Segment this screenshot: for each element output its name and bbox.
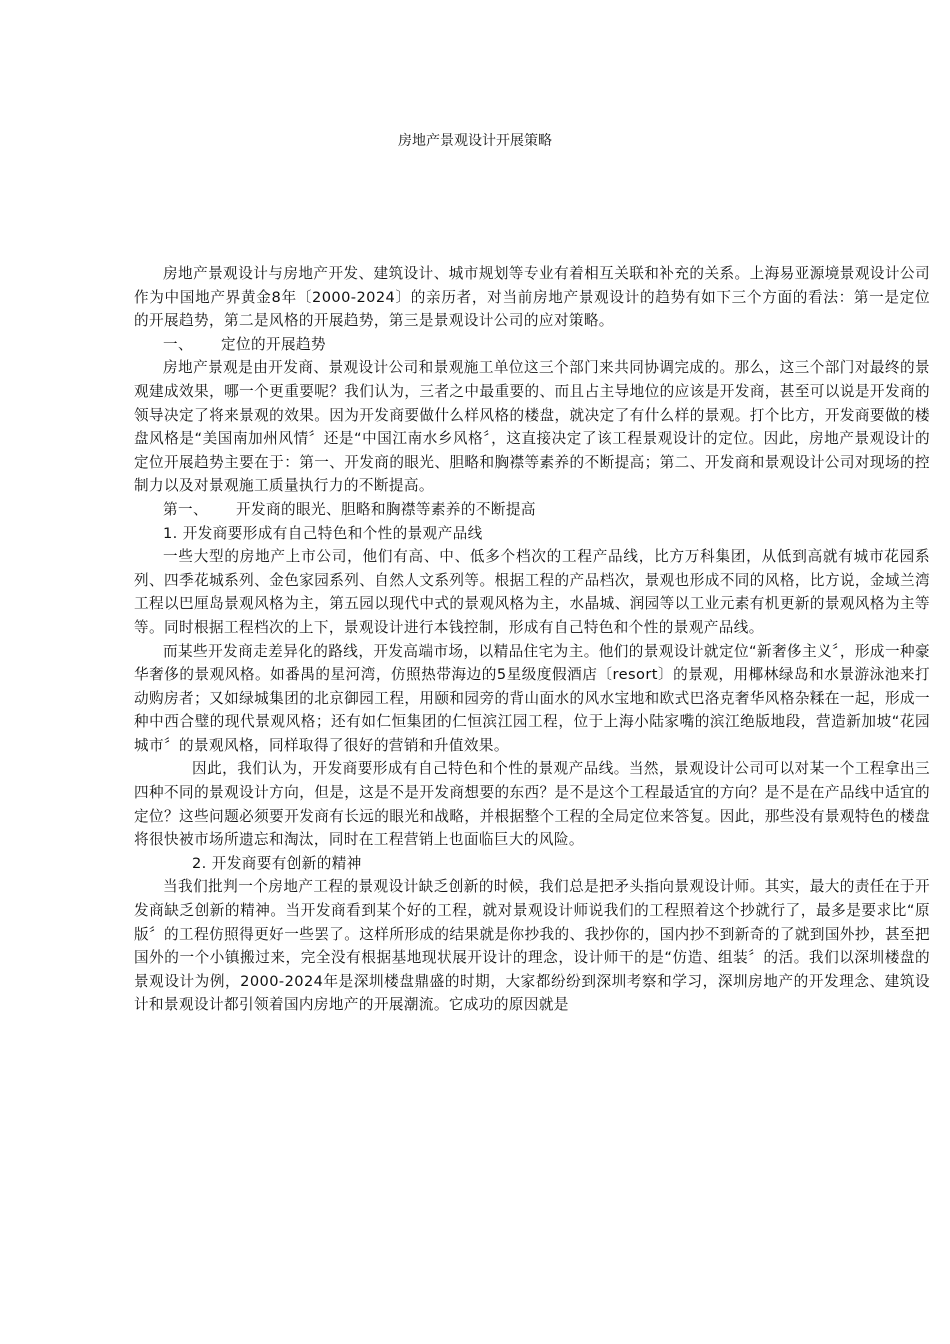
subheading-1: 1. 开发商要形成有自己特色和个性的景观产品线: [163, 524, 483, 542]
section-heading-1-text: 定位的开展趋势: [221, 335, 326, 353]
paragraph-product-line: 一些大型的房地产上市公司，他们有高、中、低多个档次的工程产品线，比方万科集团，从低到高就有城市花园系列、四季花城系列、金色家园系列、自然人文系列等。根据工程的产品档次，景观也形成不同的风格，比方说，金域兰湾工程以巴厘岛景观风格为主，第五园以现代中式的景观风格为主，水晶城、润园等以工业元素有机更新的景观风格为主等等。同时根据工程档次的上下，景观设计进行本钱控制，形成有自己特色和个性的景观产品线。: [134, 548, 930, 636]
paragraph-positioning: 房地产景观是由开发商、景观设计公司和景观施工单位这三个部门来共同协调完成的。那么，这三个部门对最终的景观建成效果，哪一个更重要呢？我们认为，三者之中最重要的、而且占主导地位的应该是开发商，甚至可以说是开发商的领导决定了将来景观的效果。因为开发商要做什么样风格的楼盘，就决定了有什么样的景观。打个比方，开发商要做的楼盘风格是“美国南加州风情〞还是“中国江南水乡风格〞，这直接决定了该工程景观设计的定位。因此，房地产景观设计的定位开展趋势主要在于：第一、开发商的眼光、胆略和胸襟等素养的不断提高；第二、开发商和景观设计公司对现场的控制力以及对景观施工质量执行力的不断提高。: [134, 359, 930, 495]
subheading-2: 2. 开发商要有创新的精神: [192, 854, 362, 872]
paragraph-innovation: 当我们批判一个房地产工程的景观设计缺乏创新的时候，我们总是把矛头指向景观设计师。其实，最大的责任在于开发商缺乏创新的精神。当开发商看到某个好的工程，就对景观设计师说我们的工程照着这个抄就行了，最多是要求比“原版〞的工程仿照得更好一些罢了。这样所形成的结果就是你抄我的、我抄你的，国内抄不到新奇的了就到国外抄，甚至把国外的一个小镇搬过来，完全没有根据基地现状展开设计的理念，设计师干的是“仿造、组装〞的活。我们以深圳楼盘的景观设计为例，2000-2024年是深圳楼盘鼎盛的时期，大家都纷纷到深圳考察和学习，深圳房地产的开发理念、建筑设计和景观设计都引领着国内房地产的开展潮流。它成功的原因就是: [134, 878, 930, 1014]
paragraph-intro: 房地产景观设计与房地产开发、建筑设计、城市规划等专业有着相互关联和补充的关系。上海易亚源境景观设计公司作为中国地产界黄金8年〔2000-2024〕的亲历者，对当前房地产景观设计的趋势有如下三个方面的看法：第一是定位的开展趋势，第二是风格的开展趋势，第三是景观设计公司的应对策略。: [134, 265, 930, 330]
section-heading-2-text: 开发商的眼光、胆略和胸襟等素养的不断提高: [235, 500, 536, 518]
section-heading-1: [134, 333, 930, 357]
paragraph-conclusion: 因此，我们认为，开发商要形成有自己特色和个性的景观产品线。当然，景观设计公司可以对某一个工程拿出三四种不同的景观设计方向，但是，这是不是开发商想要的东西？是不是这个工程最适宜的方向？是不是在产品线中适宜的定位？这些问题必须要开发商有长远的眼光和战略，并根据整个工程的全局定位来答复。因此，那些没有景观特色的楼盘将很快被市场所遗忘和淘汰，同时在工程营销上也面临巨大的风险。: [134, 760, 930, 849]
section-heading-2: [134, 498, 930, 522]
paragraph-differentiation: 而某些开发商走差异化的路线，开发高端市场，以精品住宅为主。他们的景观设计就定位“新奢侈主义〞，形成一种豪华奢侈的景观风格。如番禺的星河湾，仿照热带海边的5星级度假酒店〔resort〕的景观，用椰林绿岛和水景游泳池来打动购房者；又如绿城集团的北京御园工程，用颐和园旁的背山面水的风水宝地和欧式巴洛克奢华风格杂糅在一起，形成一种中西合璧的现代景观风格；还有如仁恒集团的仁恒滨江园工程，位于上海小陆家嘴的滨江绝版地段，营造新加坡“花园城市〞的景观风格，同样取得了很好的营销和升值效果。: [134, 642, 930, 754]
document-title: 房地产景观设计开展策略: [398, 133, 552, 149]
section-heading-1-number: 一、: [163, 335, 193, 353]
section-heading-2-number: 第一、: [163, 500, 208, 518]
document-body: [134, 262, 930, 1017]
